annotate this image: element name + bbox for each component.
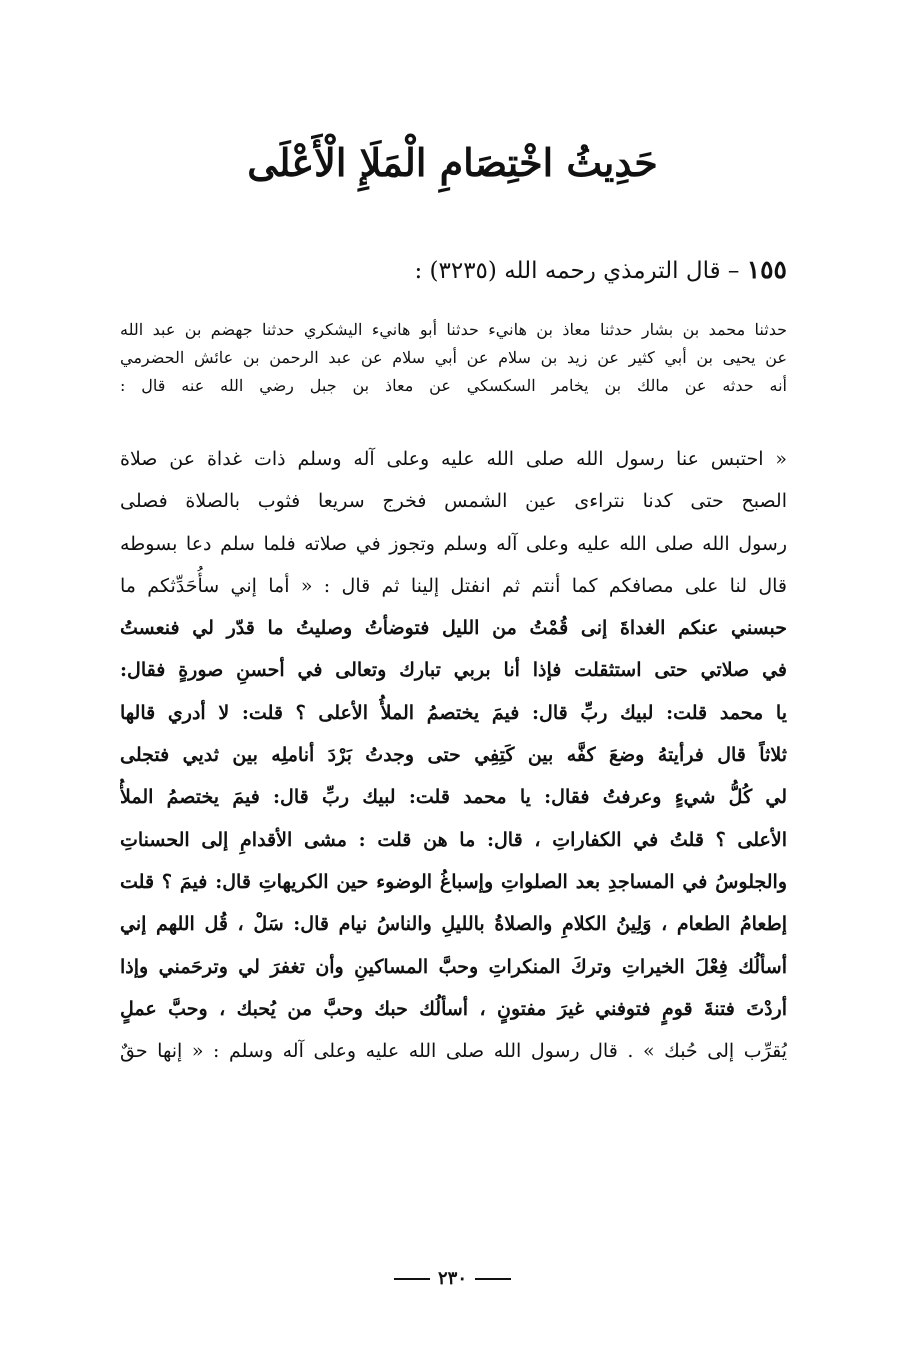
isnad-line: أنه حدثه عن مالك بن يخامر السكسكي عن معاذ بن جبل رضي الله عنه قال : xyxy=(120,376,787,395)
page-number-dash-right xyxy=(475,1278,511,1280)
body-line: ثلاثاً قال فرأيتهُ وضعَ كفَّه بين كَتِفِي حتى وجدتُ بَرْدَ أناملِه بين ثديي فتجلى xyxy=(120,744,787,767)
body-line: الصبح حتى كدنا نتراءى عين الشمس فخرج سريعا فثوب بالصلاة فصلى xyxy=(120,490,787,513)
hadith-intro-text: – قال الترمذي رحمه الله (٣٢٣٥) : xyxy=(414,258,740,284)
isnad-line: حدثنا محمد بن بشار حدثنا معاذ بن هانيء حدثنا أبو هانيء اليشكري حدثنا جهضم بن عبد الله xyxy=(120,320,787,339)
isnad-line: عن يحيى بن أبي كثير عن زيد بن سلام عن أبي سلام عن عبد الرحمن بن عائش الحضرمي xyxy=(120,348,787,367)
body-line: في صلاتي حتى استثقلت فإذا أنا بربي تبارك وتعالى في أحسنِ صورةٍ فقال: xyxy=(120,659,787,682)
hadith-intro xyxy=(414,252,787,287)
hadith-number: ١٥٥ xyxy=(746,255,787,284)
body-line: رسول الله صلى الله عليه وعلى آله وسلم وتجوز في صلاته فلما سلم دعا بسوطه xyxy=(120,532,787,555)
page-number xyxy=(0,1268,905,1289)
isnad-block xyxy=(120,316,787,400)
body-line: الأعلى ؟ قلتُ في الكفاراتِ ، قال: ما هن قلت : مشى الأقدامِ إلى الحسناتِ xyxy=(120,828,787,851)
page-number-dash-left xyxy=(394,1278,430,1280)
body-line: حبسني عنكم الغداةَ إنى قُمْتُ من الليل فتوضأتُ وصليتُ ما قدّر لي فنعستُ xyxy=(120,617,787,640)
body-line: يا محمد قلت: لبيك ربِّ قال: فيمَ يختصمُ الملأُ الأعلى ؟ قلت: لا أدري قالها xyxy=(120,701,787,724)
body-line: قال لنا على مصافكم كما أنتم ثم انفتل إلينا ثم قال : « أما إني سأُحَدِّثكم ما xyxy=(120,574,787,597)
body-line: إطعامُ الطعام ، وَلِينُ الكلامِ والصلاةُ بالليلِ والناسُ نيام قال: سَلْ ، قُل اللهم إني xyxy=(120,913,787,936)
body-line: لي كُلُّ شيءٍ وعرفتُ فقال: يا محمد قلت: لبيك ربِّ قال: فيمَ يختصمُ الملأُ xyxy=(120,786,787,809)
body-line: والجلوسُ في المساجدِ بعد الصلواتِ وإسباغُ الوضوء حين الكريهاتِ قال: فيمَ ؟ قلت xyxy=(120,870,787,893)
hadith-body xyxy=(120,438,787,1072)
body-line: « احتبس عنا رسول الله صلى الله عليه وعلى آله وسلم ذات غداة عن صلاة xyxy=(120,448,787,470)
body-line: أردْتَ فتنةَ قومٍ فتوفني غيرَ مفتونٍ ، أسألُك حبك وحبَّ من يُحبك ، وحبَّ عملٍ xyxy=(120,997,787,1020)
page-number-value: ٢٣٠ xyxy=(437,1268,467,1289)
body-line: يُقرِّب إلى حُبك » . قال رسول الله صلى الله عليه وعلى آله وسلم : « إنها حقٌ xyxy=(120,1040,787,1063)
body-line: أسألُك فِعْلَ الخيراتِ وتركَ المنكراتِ وحبَّ المساكينِ وأن تغفرَ لي وترحَمني وإذا xyxy=(120,955,787,978)
page-title: حَدِيثُ اخْتِصَامِ الْمَلَإِ الْأَعْلَى xyxy=(247,140,658,185)
